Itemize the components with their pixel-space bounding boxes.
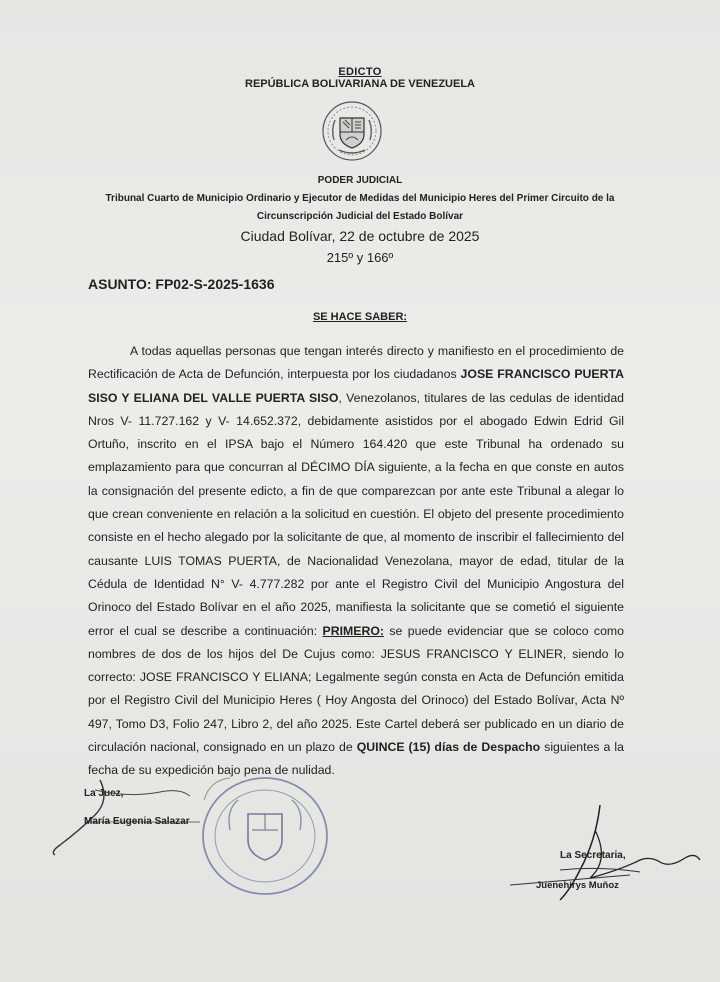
judge-label: La Juez, (84, 788, 124, 799)
body-part-4: siguientes a la fecha de su expedición bajo pena de nulidad. (88, 740, 624, 778)
republic-heading: REPÚBLICA BOLIVARIANA DE VENEZUELA (245, 78, 475, 90)
tribunal-heading: Tribunal Cuarto de Municipio Ordinario y Ejecutor de Medidas del Municipio Heres del Primer Circuito de la Circunscripción Judicial del Estado Bolívar (105, 193, 615, 222)
se-hace-saber-heading: SE HACE SABER: (312, 311, 408, 323)
body-quince: QUINCE (15) días de Despacho (356, 740, 541, 755)
place-date: Ciudad Bolívar, 22 de octubre de 2025 (240, 228, 480, 244)
years-line: 215º y 166º (326, 250, 394, 265)
edict-body (88, 340, 624, 783)
edicto-title: EDICTO (338, 66, 382, 78)
court-stamp-icon (190, 770, 340, 900)
judge-name: María Eugenia Salazar (84, 816, 190, 827)
body-part-3: se puede evidenciar que se coloco como nombres de dos de los hijos del De Cujus como: JESUS FRANCISCO Y ELINER, siendo lo correcto: JOSE FRANCISCO Y ELIANA; Legalmente según consta en Acta de Defunción emitida por el Registro Civil del Municipio Heres ( Hoy Angosta del Orinoco) del Estado Bolívar, Acta Nº 497, Tomo D3, Folio 247, Libro 2, del año 2025. Este Cartel deberá ser publicado en un diario de circulación nacional, consignado en un plazo de (88, 623, 624, 755)
secretary-signature (500, 800, 710, 910)
body-part-1: A todas aquellas personas que tengan interés directo y manifiesto en el procedimiento de Rectificación de Acta de Defunción, interpuesta por los ciudadanos (88, 344, 624, 382)
coat-of-arms-icon (321, 100, 383, 162)
secretary-name: Juenehirys Muñoz (536, 880, 619, 891)
body-names: JOSE FRANCISCO PUERTA SISO Y ELIANA DEL VALLE PUERTA SISO (88, 367, 624, 405)
secretary-label: La Secretaria, (560, 850, 626, 861)
judicial-power-heading: PODER JUDICIAL (317, 175, 403, 186)
body-primero: PRIMERO: (322, 623, 384, 638)
case-number: ASUNTO: FP02-S-2025-1636 (88, 276, 275, 292)
body-part-2: , Venezolanos, titulares de las cedulas de identidad Nros V- 11.727.162 y V- 14.652.372, debidamente asistidos por el abogado Edwin Edrid Gil Ortuño, inscrito en el IPSA bajo el Número 164.420 que este Tribunal ha ordenado su emplazamiento para que concurran al DÉCIMO DÍA siguiente, a la fecha en que conste en autos la consignación del presente edicto, a fin de que comparezcan por ante este Tribunal a alegar lo que crean conveniente en relación a la solicitud en cuestión. El objeto del presente procedimiento consiste en el hecho alegado por la solicitante de que, al momento de inscribir el fallecimiento del causante LUIS TOMAS PUERTA, de Nacionalidad Venezolana, mayor de edad, titular de la Cédula de Identidad N° V- 4.777.282 por ante el Registro Civil del Municipio Angostura del Orinoco del Estado Bolívar en el año 2025, manifiesta la solicitante que se cometió el siguiente error el cual se describe a continuación: (88, 390, 624, 638)
